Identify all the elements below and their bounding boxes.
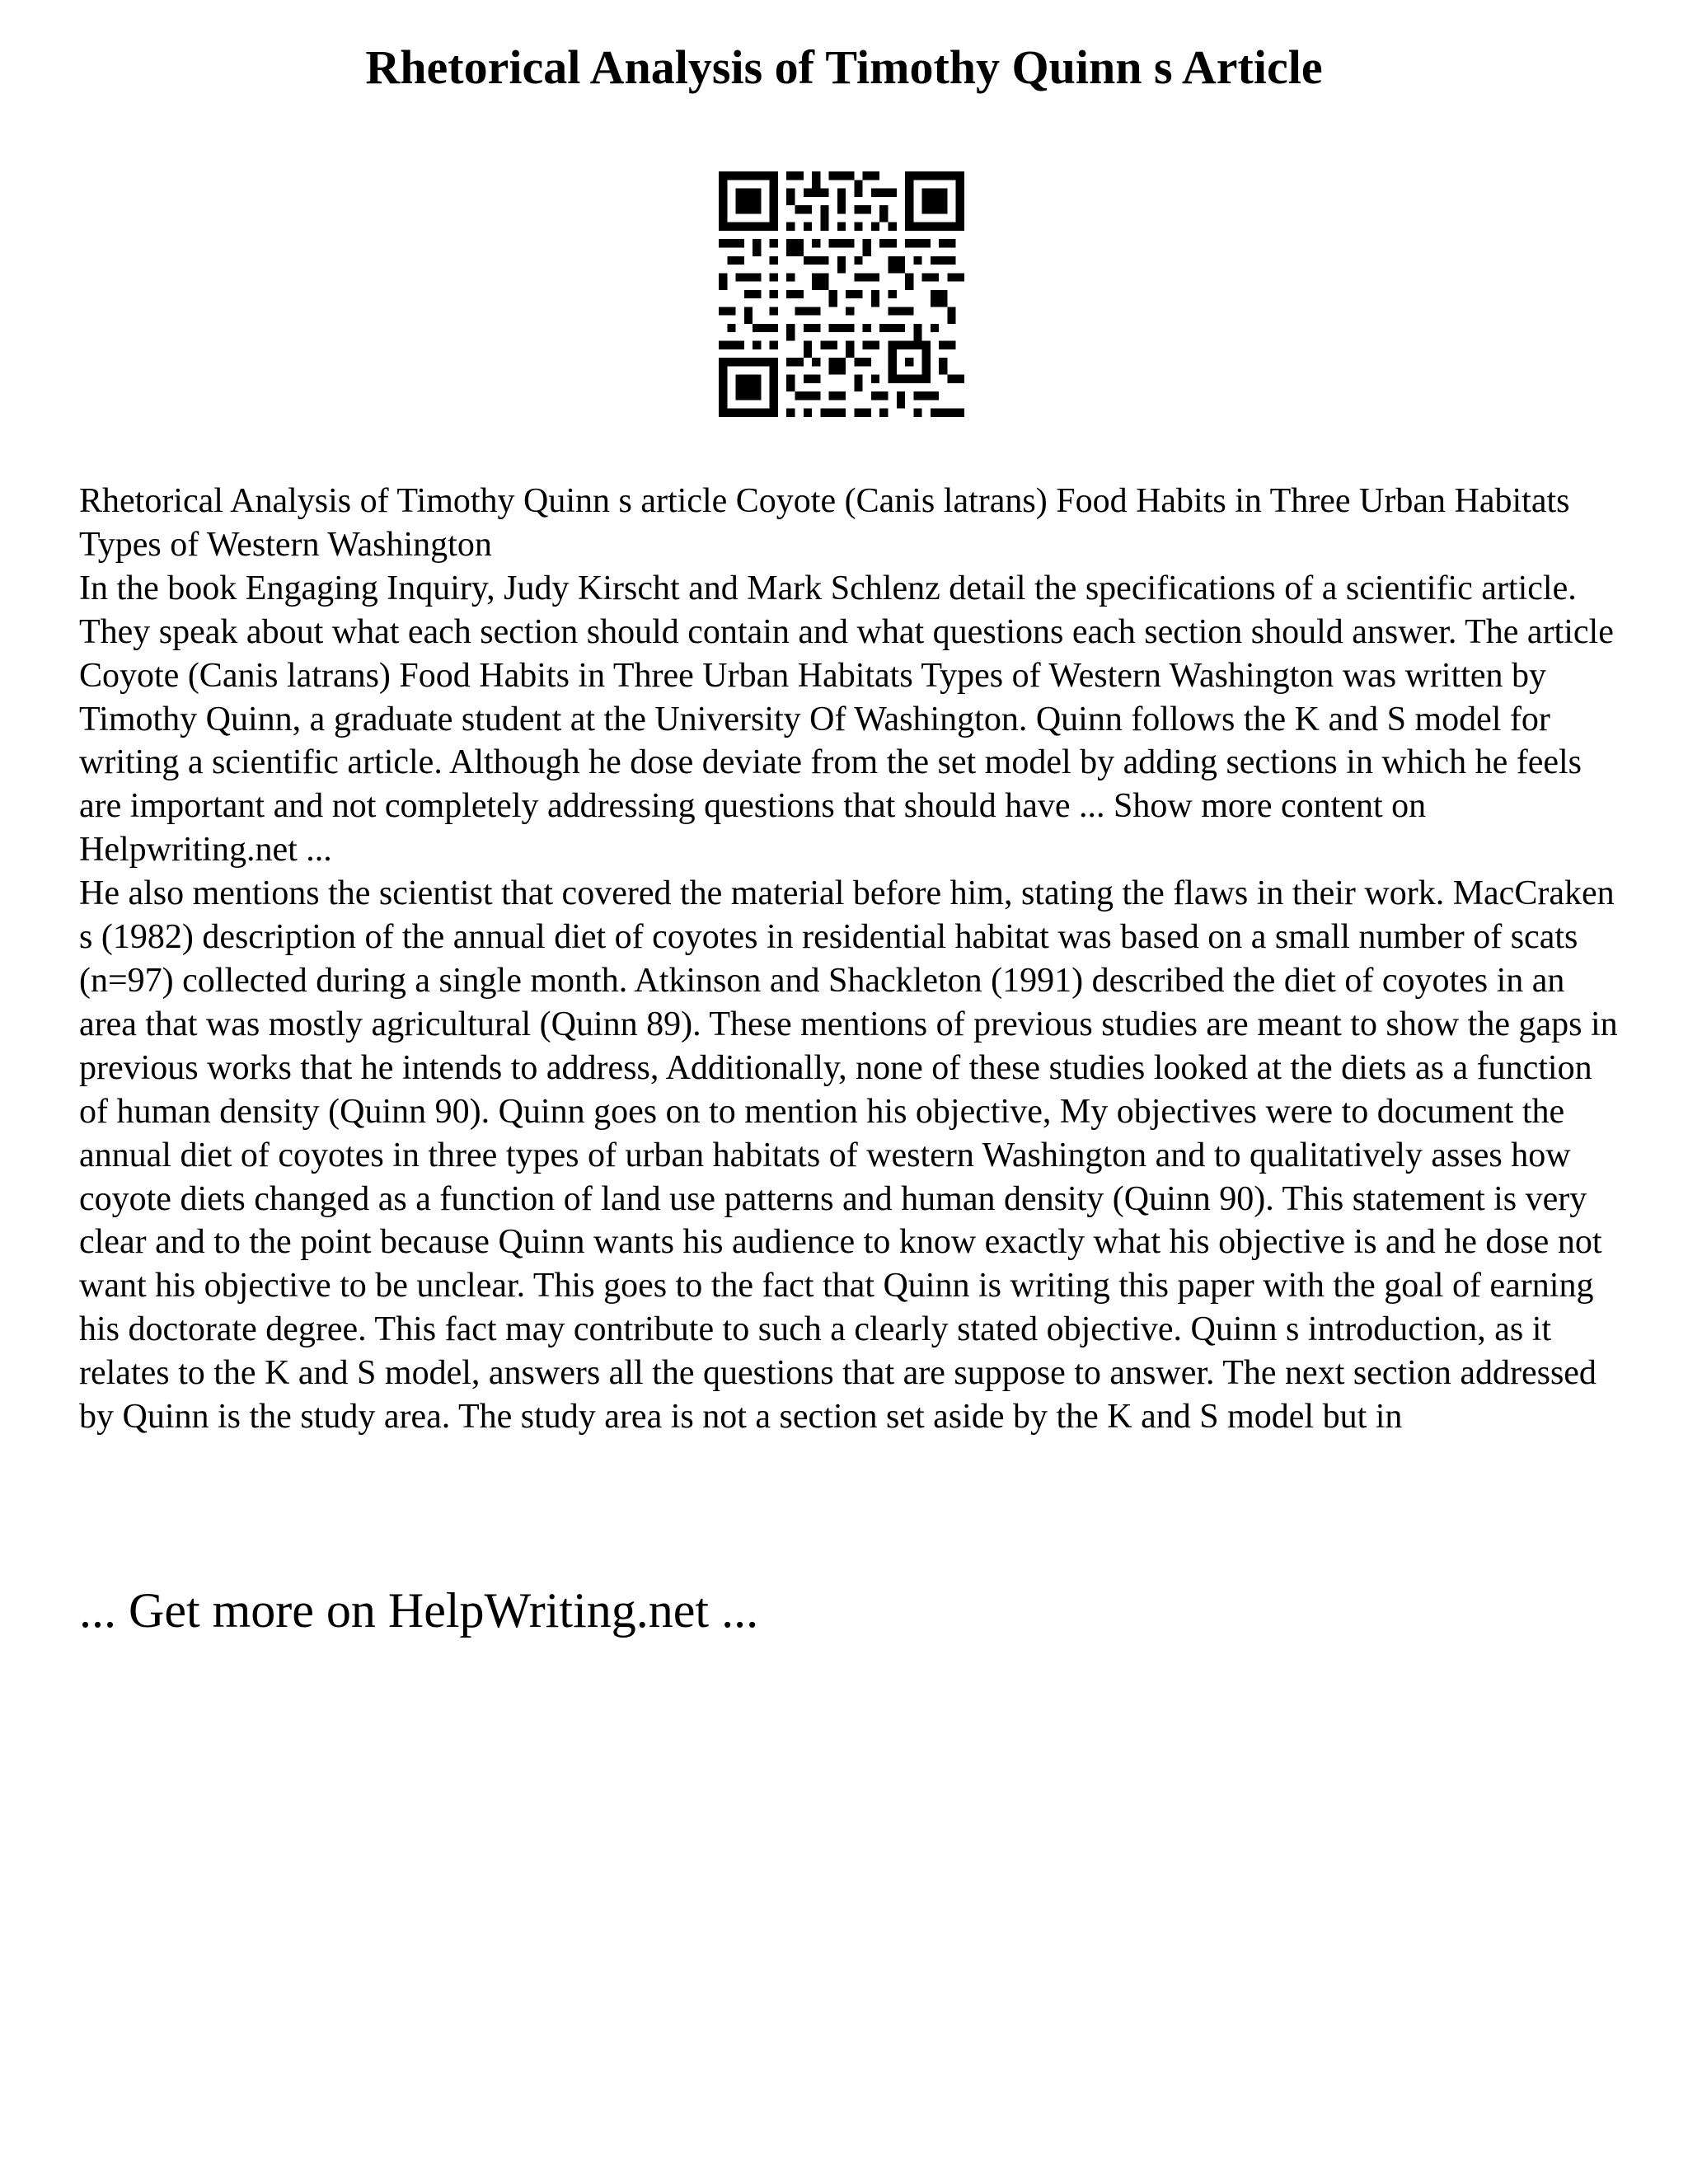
qr-code-graphic: [719, 171, 964, 417]
article-body: [79, 480, 1629, 1439]
body-paragraph: In the book Engaging Inquiry, Judy Kirscht and Mark Schlenz detail the specifications of a scientific article. They speak about what each section should contain and what questions each section should answer. The article Coyote (Canis latrans) Food Habits in Three Urban Habitats Types of Western Washington was written by Timothy Quinn, a graduate student at the University Of Washington. Quinn follows the K and S model for writing a scientific article. Although he dose deviate from the set model by adding sections in which he feels are important and not completely addressing questions that should have ... Show more content on Helpwriting.net ...: [79, 569, 1614, 869]
qr-code-icon: [719, 171, 964, 417]
body-paragraph: Rhetorical Analysis of Timothy Quinn s article Coyote (Canis latrans) Food Habits in Three Urban Habitats Types of Western Washington: [79, 482, 1570, 564]
body-paragraph: He also mentions the scientist that covered the material before him, stating the flaws in their work. MacCraken s (1982) description of the annual diet of coyotes in residential habitat was based on a small number of scats (n=97) collected during a single month. Atkinson and Shackleton (1991) described the diet of coyotes in an area that was mostly agricultural (Quinn 89). These mentions of previous studies are meant to show the gaps in previous works that he intends to address, Additionally, none of these studies looked at the diets as a function of human density (Quinn 90). Quinn goes on to mention his objective, My objectives were to document the annual diet of coyotes in three types of urban habitats of western Washington and to qualitatively asses how coyote diets changed as a function of land use patterns and human density (Quinn 90). This statement is very clear and to the point because Quinn wants his audience to know exactly what his objective is and he dose not want his objective to be unclear. This goes to the fact that Quinn is writing this paper with the goal of earning his doctorate degree. This fact may contribute to such a clearly stated objective. Quinn s introduction, as it relates to the K and S model, answers all the questions that are suppose to answer. The next section addressed by Quinn is the study area. The study area is not a section set aside by the K and S model but in: [79, 874, 1618, 1436]
document-title: Rhetorical Analysis of Timothy Quinn s Article: [365, 40, 1323, 94]
get-more-link[interactable]: ... Get more on HelpWriting.net ...: [79, 1583, 759, 1638]
